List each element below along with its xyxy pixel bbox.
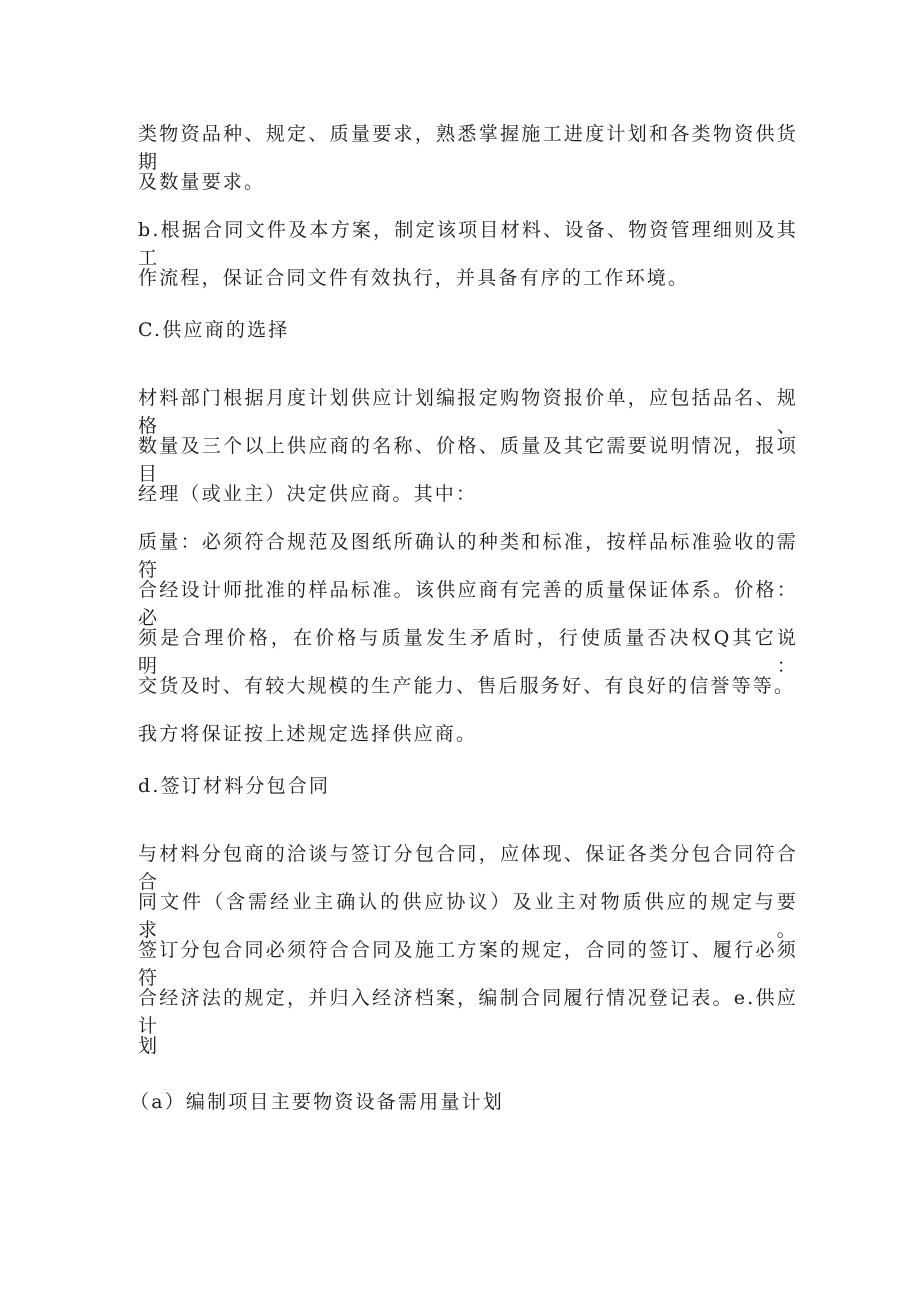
subsection-heading: （a）编制项目主要物资设备需用量计划 [130, 1091, 504, 1113]
text-line: 合经济法的规定，并归入经济档案，编制合同履行情况登记表。e.供应计 [138, 987, 798, 1037]
text-line: 划 [138, 1035, 160, 1057]
text-line: 及数量要求。 [138, 171, 266, 193]
text-line: 类物资品种、规定、质量要求，熟悉掌握施工进度计划和各类物资供货期 [138, 123, 798, 173]
text-line: b.根据合同文件及本方案，制定该项目材料、设备、物资管理细则及其工 [138, 219, 798, 269]
text-line: 材料部门根据月度计划供应计划编报定购物资报价单，应包括品名、规格、 [138, 387, 798, 437]
text-line: 质量：必须符合规范及图纸所确认的种类和标准，按样品标准验收的需符 [138, 531, 798, 581]
text-line: 经理（或业主）决定供应商。其中： [138, 483, 478, 505]
text-line: 合经设计师批准的样品标准。该供应商有完善的质量保证体系。价格：必 [138, 579, 798, 629]
text-line: 作流程，保证合同文件有效执行，并具备有序的工作环境。 [138, 267, 690, 289]
text-line: 交货及时、有较大规模的生产能力、售后服务好、有良好的信誉等等。 [138, 675, 796, 697]
text-line: 同文件（含需经业主确认的供应协议）及业主对物质供应的规定与要求。 [138, 891, 798, 941]
text-line: 签订分包合同必须符合合同及施工方案的规定，合同的签订、履行必须符 [138, 939, 798, 989]
section-heading: d.签订材料分包合同 [138, 775, 331, 797]
text-line: 须是合理价格，在价格与质量发生矛盾时，行使质量否决权Q其它说明： [138, 627, 798, 677]
text-line: 数量及三个以上供应商的名称、价格、质量及其它需要说明情况，报项目 [138, 435, 798, 485]
text-line: 与材料分包商的洽谈与签订分包合同，应体现、保证各类分包合同符合合 [138, 843, 798, 893]
section-heading: C.供应商的选择 [138, 319, 290, 341]
text-line: 我方将保证按上述规定选择供应商。 [138, 723, 478, 745]
